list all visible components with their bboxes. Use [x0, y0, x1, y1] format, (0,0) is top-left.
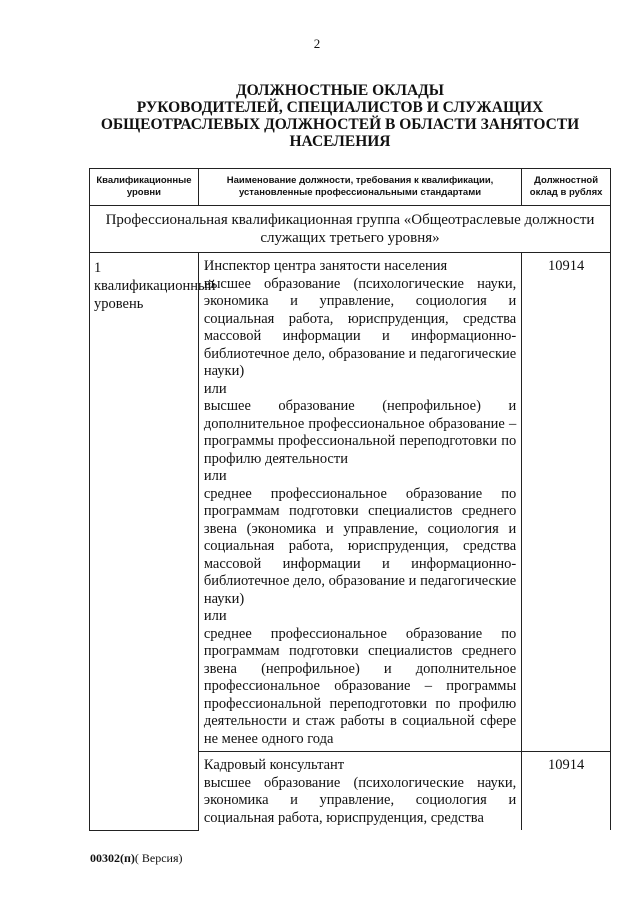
- document-version: ( Версия): [134, 851, 183, 865]
- salary-table: [89, 168, 611, 831]
- position-requirements: [204, 276, 516, 749]
- title-line: ДОЛЖНОСТНЫЕ ОКЛАДЫ: [235, 82, 445, 99]
- title-line: ОБЩЕОТРАСЛЕВЫХ ДОЛЖНОСТЕЙ В ОБЛАСТИ ЗАНЯТОСТИ: [100, 116, 580, 133]
- header-position: Наименование должности, требования к квалификации, установленные профессиональными стандартами: [198, 169, 521, 206]
- position-name: Инспектор центра занятости населения: [203, 258, 448, 274]
- document-code: 00302(п): [90, 851, 135, 865]
- group-title: Профессиональная квалификационная группа «Общеотраслевые должности служащих третьего уровня»: [90, 206, 611, 253]
- header-level: Квалификационные уровни: [90, 169, 199, 206]
- position-name: Кадровый консультант: [203, 757, 345, 773]
- position-requirements: [204, 775, 516, 828]
- group-row: [90, 206, 611, 253]
- title-line: НАСЕЛЕНИЯ: [289, 133, 391, 150]
- position-cell: [198, 752, 521, 831]
- requirement-or: или: [203, 380, 227, 397]
- requirement-or: или: [203, 608, 227, 624]
- requirement-text: среднее профессиональное образование по программам подготовки специалистов среднего звена (непрофильное) и дополнительное профессиональное образование – программы профессиональной переподготовки по профилю деятельности и стаж работы в социальной сфере не менее одного года: [203, 625, 517, 747]
- salary-value: 10914: [522, 752, 611, 831]
- table-row: [90, 253, 611, 752]
- requirement-text: высшее образование (психологические науки, экономика и управление, социология и социальная работа, юриспруденция, средства: [203, 774, 517, 826]
- table-header-row: [90, 169, 611, 206]
- position-cell: [198, 253, 521, 752]
- page-number: 2: [313, 36, 321, 51]
- header-salary: Должностной оклад в рублях: [522, 169, 611, 206]
- requirement-text: высшее образование (психологические науки, экономика и управление, социология и социальная работа, юриспруденция, средства массовой информации и информационно-библиотечное дело, образование и педагогические науки): [203, 275, 517, 379]
- document-title: [80, 82, 600, 150]
- requirement-or: или: [203, 468, 227, 484]
- title-line: РУКОВОДИТЕЛЕЙ, СПЕЦИАЛИСТОВ И СЛУЖАЩИХ: [136, 99, 544, 116]
- requirement-text: среднее профессиональное образование по программам подготовки специалистов среднего звена (экономика и управление, социология и социальная работа, юриспруденция, средства массовой информации и информационно-библиотечное дело, образование и педагогические науки): [203, 485, 517, 607]
- document-footer: [90, 851, 183, 866]
- level-label: 1 квалификационный уровень: [90, 253, 199, 831]
- salary-value: 10914: [522, 253, 611, 752]
- requirement-text: высшее образование (непрофильное) и дополнительное профессиональное образование – программы профессиональной переподготовки по профилю деятельности: [203, 398, 517, 467]
